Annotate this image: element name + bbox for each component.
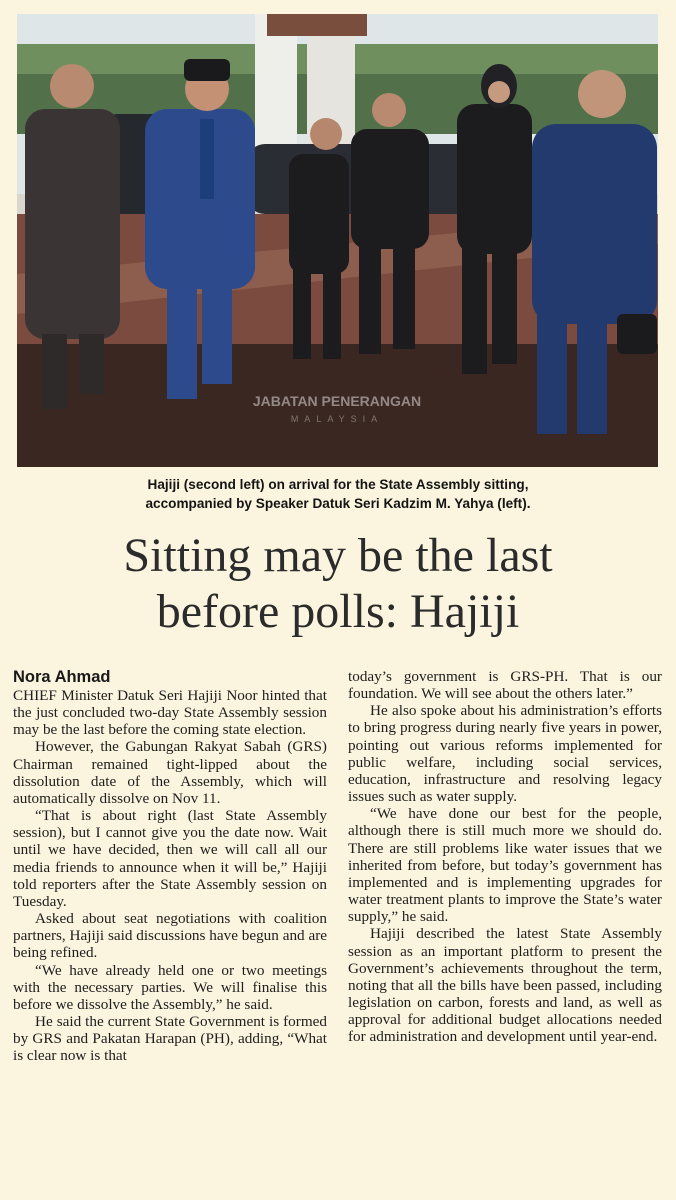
- headline: [10, 528, 666, 640]
- paragraph: today’s government is GRS-PH. That is our foundation. We will see about the others later.”: [348, 668, 662, 703]
- headline-line-2: before polls: Hajiji: [156, 585, 520, 638]
- headline-line-1: Sitting may be the last: [123, 529, 553, 582]
- article-column-left: [13, 668, 327, 1064]
- paragraph: “That is about right (last State Assembly session), but I cannot give you the date now. Wait until we have decided, then we will call all our media friends to announce when it will be,” Hajiji told reporters after the State Assembly session on Tuesday.: [13, 807, 327, 910]
- paragraph: CHIEF Minister Datuk Seri Hajiji Noor hinted that the just concluded two-day State Assembly session may be the last before the coming state election.: [13, 687, 327, 739]
- byline: Nora Ahmad: [13, 668, 111, 686]
- photo-watermark-line2: MALAYSIA: [290, 414, 384, 424]
- paragraph: “We have done our best for the people, although there is still much more we should do. There are still problems like water issues that we inherited from before, but today’s government has implemented and is implementing upgrades for water treatment plants to improve the State’s water supply,” he said.: [348, 805, 662, 926]
- news-photo: [17, 14, 658, 467]
- caption-line-2: accompanied by Speaker Datuk Seri Kadzim M. Yahya (left).: [145, 496, 531, 511]
- paragraph: However, the Gabungan Rakyat Sabah (GRS) Chairman remained tight-lipped about the dissolution date of the Assembly, which will automatically dissolve on Nov 11.: [13, 738, 327, 807]
- photo-caption: [20, 475, 656, 513]
- paragraph: Asked about seat negotiations with coalition partners, Hajiji said discussions have begun and are being refined.: [13, 910, 327, 962]
- photo-watermark-line1: JABATAN PENERANGAN: [252, 393, 422, 409]
- article-column-right: [348, 668, 662, 1045]
- caption-line-1: Hajiji (second left) on arrival for the State Assembly sitting,: [147, 477, 529, 492]
- paragraph: He also spoke about his administration’s efforts to bring progress during nearly five years in power, pointing out various reforms implemented for public welfare, including social services, education, infrastructure and resolving legacy issues such as water supply.: [348, 702, 662, 806]
- paragraph: “We have already held one or two meetings with the necessary parties. We will finalise this before we dissolve the Assembly,” he said.: [13, 961, 327, 1013]
- paragraph: He said the current State Government is formed by GRS and Pakatan Harapan (PH), adding, “What is clear now is that: [13, 1012, 327, 1065]
- paragraph: Hajiji described the latest State Assembly session as an important platform to present the Government’s achievements throughout the term, noting that all the bills have been passed, including legislation on carbon, forests and land, as well as approval for additional budget allocations needed for administration and development until year-end.: [348, 925, 662, 1046]
